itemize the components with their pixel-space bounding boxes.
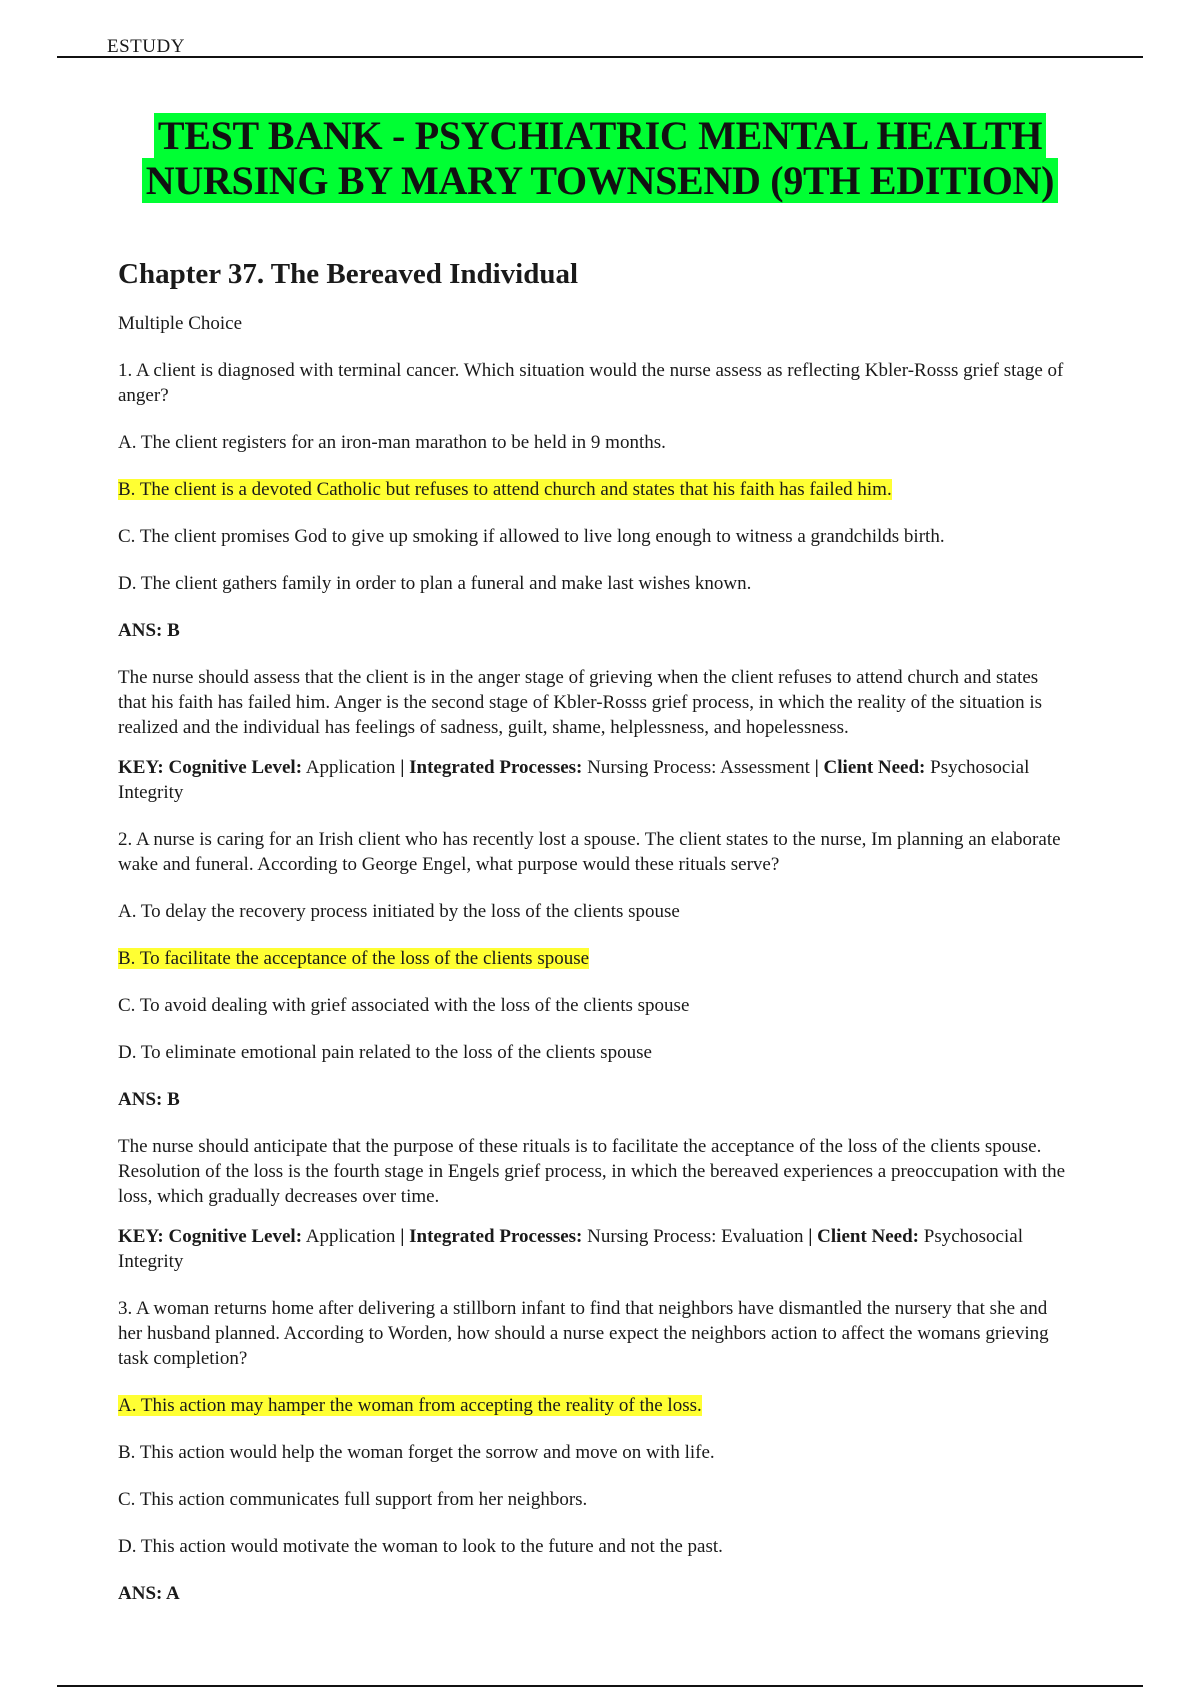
document-body bbox=[118, 257, 1068, 1628]
key-cognitive-value: Application bbox=[305, 757, 396, 778]
answer-option: C. To avoid dealing with grief associated with the loss of the clients spouse bbox=[118, 995, 690, 1016]
option-highlight: B. To facilitate the acceptance of the loss of the clients spouse bbox=[118, 948, 590, 969]
key-separator: | bbox=[400, 1226, 405, 1247]
key-need-label: Client Need: bbox=[817, 1226, 920, 1247]
key-prefix: KEY: bbox=[118, 1226, 164, 1247]
answer-option-correct bbox=[118, 477, 1068, 502]
key-metadata bbox=[118, 1224, 1068, 1274]
option-highlight: A. This action may hamper the woman from accepting the reality of the loss. bbox=[118, 1395, 702, 1416]
page-header bbox=[57, 30, 1143, 58]
key-need-label: Client Need: bbox=[823, 757, 926, 778]
answer-option: C. The client promises God to give up smoking if allowed to live long enough to witness a grandchilds birth. bbox=[118, 526, 945, 547]
key-cognitive-label: Cognitive Level: bbox=[168, 757, 303, 778]
key-prefix: KEY: bbox=[118, 757, 164, 778]
key-separator: | bbox=[808, 1226, 813, 1247]
question-stem: 1. A client is diagnosed with terminal cancer. Which situation would the nurse assess as reflecting Kbler-Rosss grief stage of anger? bbox=[118, 360, 1064, 406]
answer-option: A. The client registers for an iron-man marathon to be held in 9 months. bbox=[118, 432, 666, 453]
document-title bbox=[0, 113, 1200, 203]
key-process-label: Integrated Processes: bbox=[409, 1226, 583, 1247]
answer-key: ANS: B bbox=[118, 620, 180, 641]
title-line-1: TEST BANK - PSYCHIATRIC MENTAL HEALTH bbox=[154, 113, 1046, 158]
key-separator: | bbox=[400, 757, 405, 778]
answer-option-correct bbox=[118, 946, 1068, 971]
rationale: The nurse should assess that the client is in the anger stage of grieving when the client refuses to attend church and states that his faith has failed him. Anger is the second stage of Kbler-Rosss grief process, in which the reality of the situation is realized and the individual has feelings of sadness, guilt, shame, helplessness, and hopelessness. bbox=[118, 667, 1043, 738]
key-process-value: Nursing Process: Evaluation bbox=[587, 1226, 804, 1247]
answer-key: ANS: B bbox=[118, 1089, 180, 1110]
key-metadata bbox=[118, 755, 1068, 805]
question-stem: 2. A nurse is caring for an Irish client who has recently lost a spouse. The client states to the nurse, Im planning an elaborate wake and funeral. According to George Engel, what purpose would these rituals serve? bbox=[118, 829, 1061, 875]
section-label: Multiple Choice bbox=[118, 313, 243, 334]
title-line-2: NURSING BY MARY TOWNSEND (9TH EDITION) bbox=[142, 158, 1058, 203]
answer-option: C. This action communicates full support from her neighbors. bbox=[118, 1489, 588, 1510]
key-need-value: Psychosocial Integrity bbox=[118, 757, 1030, 803]
answer-option: A. To delay the recovery process initiated by the loss of the clients spouse bbox=[118, 901, 680, 922]
rationale: The nurse should anticipate that the purpose of these rituals is to facilitate the acceptance of the loss of the clients spouse. Resolution of the loss is the fourth stage in Engels grief process, in which the bereaved experiences a preoccupation with the loss, which gradually decreases over time. bbox=[118, 1136, 1066, 1207]
question-stem: 3. A woman returns home after delivering a stillborn infant to find that neighbors have dismantled the nursery that she and her husband planned. According to Worden, how should a nurse expect the neighbors action to affect the womans grieving task completion? bbox=[118, 1298, 1049, 1369]
answer-option-correct bbox=[118, 1393, 1068, 1418]
answer-option: D. The client gathers family in order to plan a funeral and make last wishes known. bbox=[118, 573, 752, 594]
answer-key: ANS: A bbox=[118, 1583, 180, 1604]
key-process-value: Nursing Process: Assessment bbox=[587, 757, 810, 778]
answer-option: B. This action would help the woman forget the sorrow and move on with life. bbox=[118, 1442, 715, 1463]
key-process-label: Integrated Processes: bbox=[409, 757, 583, 778]
header-label: ESTUDY bbox=[107, 36, 185, 57]
key-cognitive-value: Application bbox=[305, 1226, 396, 1247]
answer-option: D. To eliminate emotional pain related to the loss of the clients spouse bbox=[118, 1042, 652, 1063]
answer-option: D. This action would motivate the woman to look to the future and not the past. bbox=[118, 1536, 723, 1557]
key-separator: | bbox=[814, 757, 819, 778]
key-need-value: Psychosocial Integrity bbox=[118, 1226, 1023, 1272]
option-highlight: B. The client is a devoted Catholic but refuses to attend church and states that his faith has failed him. bbox=[118, 479, 892, 500]
chapter-title: Chapter 37. The Bereaved Individual bbox=[118, 258, 579, 290]
key-cognitive-label: Cognitive Level: bbox=[168, 1226, 303, 1247]
footer-divider bbox=[57, 1685, 1143, 1687]
